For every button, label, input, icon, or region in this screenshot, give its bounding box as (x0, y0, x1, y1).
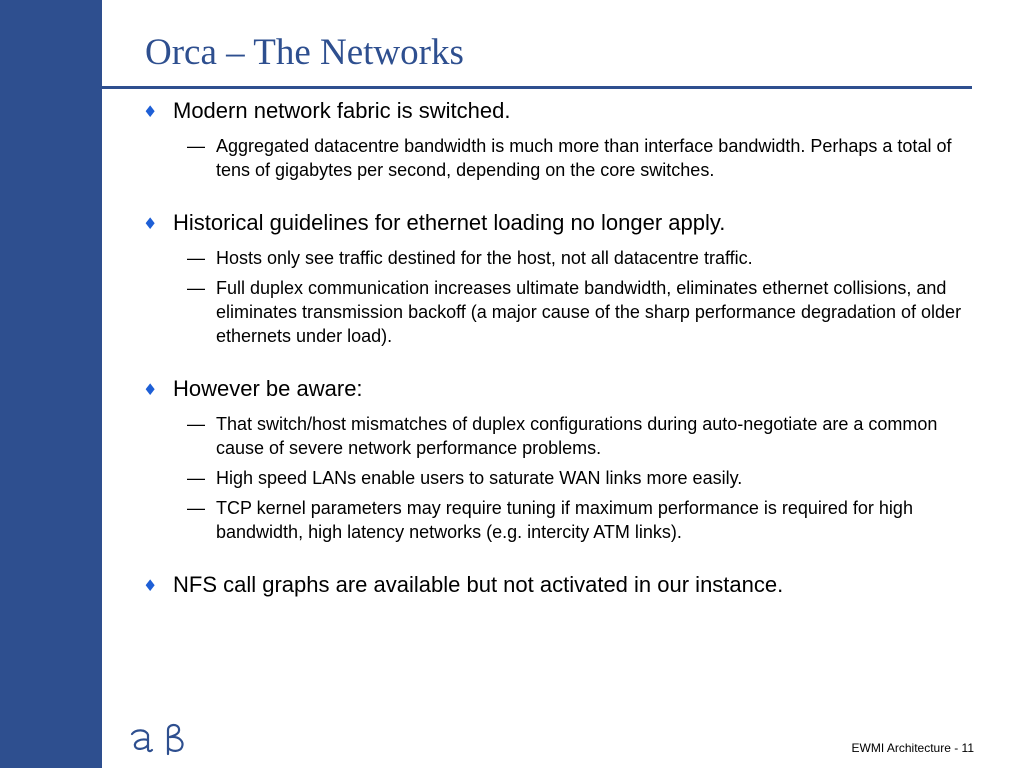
dash-bullet-icon: — (187, 498, 205, 518)
ab-script-logo-icon (126, 720, 206, 760)
title-divider (36, 86, 972, 89)
diamond-bullet-icon: ♦ (143, 102, 158, 121)
bullet-item-4 (143, 572, 973, 598)
bullet-item-2 (143, 210, 973, 348)
bullet-item-3 (143, 376, 973, 544)
sub-bullet-text: High speed LANs enable users to saturate WAN links more easily. (216, 468, 743, 488)
left-sidebar-bar (0, 0, 102, 768)
sub-bullet-text: Aggregated datacentre bandwidth is much more than interface bandwidth. Perhaps a total of tens of gigabytes per second, depending on the core switches. (216, 136, 952, 180)
sub-bullet-item (173, 134, 973, 182)
sub-bullet-item (173, 276, 973, 348)
sub-bullet-list (173, 134, 973, 182)
sub-bullet-text: Full duplex communication increases ultimate bandwidth, eliminates ethernet collisions, and eliminates transmission backoff (a major cause of the sharp performance degradation of older ethernets under load). (216, 278, 962, 346)
bullet-list (143, 98, 973, 598)
sub-bullet-list (173, 412, 973, 544)
sub-bullet-item (173, 496, 973, 544)
footer-label: EWMI Architecture - 11 (851, 741, 974, 755)
diamond-bullet-icon: ♦ (143, 576, 158, 595)
dash-bullet-icon: — (187, 136, 205, 156)
slide-title: Orca – The Networks (145, 32, 464, 73)
sub-bullet-item (173, 466, 973, 490)
bullet-text: However be aware: (173, 376, 363, 401)
diamond-bullet-icon: ♦ (143, 214, 158, 233)
dash-bullet-icon: — (187, 278, 205, 298)
dash-bullet-icon: — (187, 248, 205, 268)
sub-bullet-list (173, 246, 973, 348)
sub-bullet-text: TCP kernel parameters may require tuning if maximum performance is required for high bandwidth, high latency networks (e.g. intercity ATM links). (216, 498, 913, 542)
sub-bullet-text: That switch/host mismatches of duplex configurations during auto-negotiate are a common cause of severe network performance problems. (216, 414, 938, 458)
dash-bullet-icon: — (187, 414, 205, 434)
bullet-text: Historical guidelines for ethernet loading no longer apply. (173, 210, 726, 235)
sub-bullet-item (173, 246, 973, 270)
bullet-text: NFS call graphs are available but not activated in our instance. (173, 572, 784, 597)
bullet-text: Modern network fabric is switched. (173, 98, 511, 123)
sub-bullet-text: Hosts only see traffic destined for the host, not all datacentre traffic. (216, 248, 753, 268)
diamond-bullet-icon: ♦ (143, 380, 158, 399)
bullet-item-1 (143, 98, 973, 182)
dash-bullet-icon: — (187, 468, 205, 488)
sub-bullet-item (173, 412, 973, 460)
